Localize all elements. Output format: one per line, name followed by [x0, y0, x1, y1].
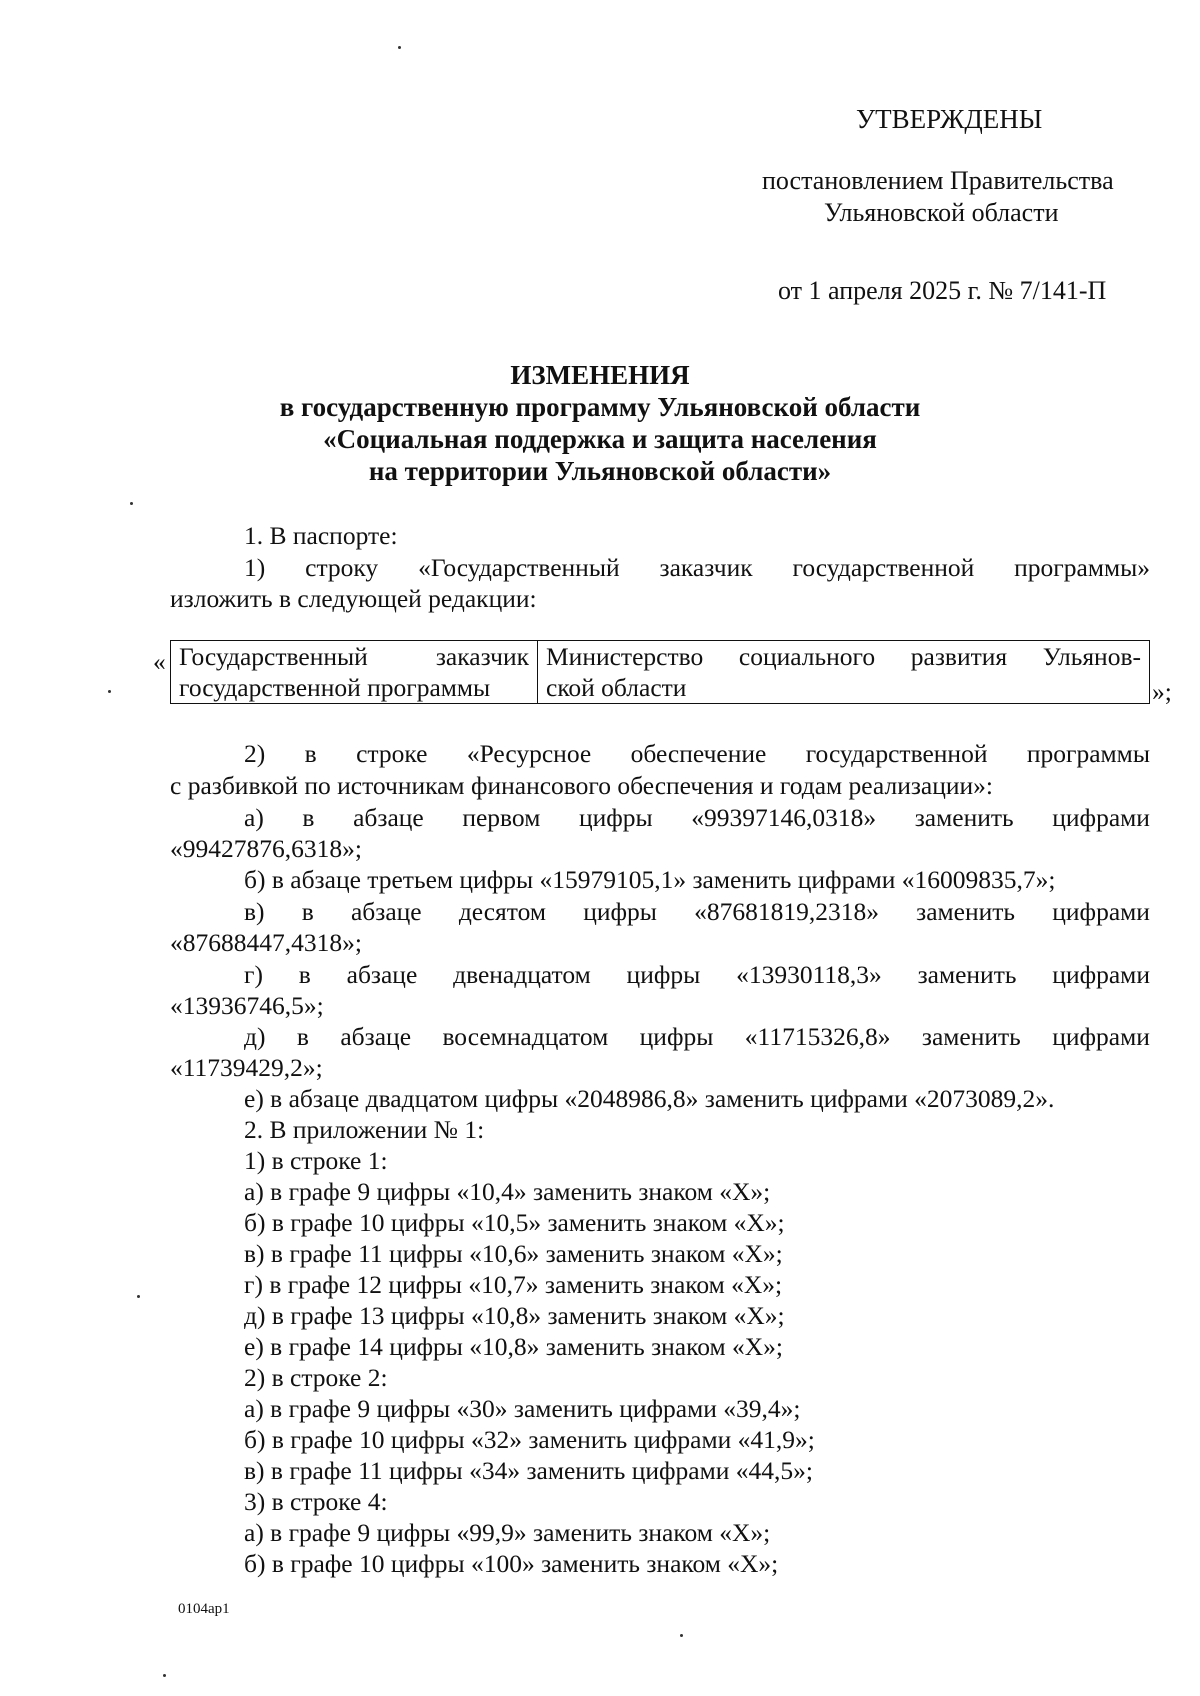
scan-speck	[398, 46, 401, 49]
word: абзаце	[353, 803, 424, 832]
word: цифрами	[1052, 897, 1150, 926]
word: «Государственный	[418, 553, 620, 582]
word: восемнадцатом	[442, 1022, 609, 1051]
word: а)	[244, 803, 264, 832]
section1-item2	[244, 738, 1150, 769]
sub-e: е) в абзаце двадцатом цифры «2048986,8» заменить цифрами «2073089,2».	[244, 1084, 1055, 1113]
table-close-quote: »;	[1152, 677, 1172, 706]
sub-g-cont: «13936746,5»;	[170, 991, 324, 1020]
passport-cell-label	[171, 641, 538, 704]
word: Министерство	[546, 642, 704, 671]
word: заказчик	[435, 642, 529, 671]
word: первом	[462, 803, 541, 832]
row2-heading: 2) в строке 2:	[244, 1363, 388, 1392]
word: государственной	[792, 553, 975, 582]
word: цифрами	[1052, 803, 1150, 832]
doc-subtitle-line1: в государственную программу Ульяновской области	[279, 392, 921, 422]
sub-d	[244, 1021, 1150, 1052]
row4-heading: 3) в строке 4:	[244, 1487, 388, 1516]
section1-item2-cont: с разбивкой по источникам финансового обеспечения и годам реализации»:	[170, 771, 994, 800]
word: заменить	[921, 1022, 1021, 1051]
row1-item: а) в графе 9 цифры «10,4» заменить знаком «Х»;	[244, 1177, 771, 1206]
row4-item: б) в графе 10 цифры «100» заменить знаком «Х»;	[244, 1549, 779, 1578]
sub-a	[244, 802, 1150, 833]
doc-subtitle-line3: на территории Ульяновской области»	[368, 456, 832, 486]
section1-item1	[244, 552, 1150, 583]
word: «13930118,3»	[736, 960, 882, 989]
row1-item: д) в графе 13 цифры «10,8» заменить знаком «Х»;	[244, 1301, 785, 1330]
word: заказчик	[659, 553, 753, 582]
word: программы»	[1014, 553, 1150, 582]
scan-speck	[680, 1634, 683, 1637]
word: «99397146,0318»	[691, 803, 877, 832]
word: двенадцатом	[453, 960, 591, 989]
word: в	[296, 1022, 309, 1051]
sub-g	[244, 959, 1150, 990]
scan-speck	[130, 502, 133, 505]
word: «Ресурсное	[466, 739, 592, 768]
passport-cell-value	[538, 641, 1150, 704]
doc-subtitle-line2: «Социальная поддержка и защита населения	[323, 424, 877, 454]
word: цифры	[578, 803, 653, 832]
word: заменить	[917, 960, 1017, 989]
word: цифрами	[1052, 960, 1150, 989]
word: государственной	[805, 739, 988, 768]
word: в)	[244, 897, 265, 926]
word: абзаце	[340, 1022, 412, 1051]
row4-item: а) в графе 9 цифры «99,9» заменить знаком «Х»;	[244, 1518, 771, 1547]
word: социального	[738, 642, 876, 671]
value-line2: ской области	[546, 673, 687, 702]
word: 1)	[244, 553, 266, 582]
word: «11715326,8»	[744, 1022, 891, 1051]
scan-speck	[108, 690, 111, 693]
row2-item: в) в графе 11 цифры «34» заменить цифрами «44,5»;	[244, 1456, 813, 1485]
doc-title: ИЗМЕНЕНИЯ	[510, 360, 690, 390]
word: строке	[356, 739, 428, 768]
word: в	[304, 739, 317, 768]
word: «87681819,2318»	[694, 897, 879, 926]
section2-heading: 2. В приложении № 1:	[244, 1115, 485, 1144]
word: абзаце	[350, 897, 422, 926]
word: программы	[1026, 739, 1150, 768]
word: Ульянов-	[1042, 642, 1141, 671]
row2-item: а) в графе 9 цифры «30» заменить цифрами «39,4»;	[244, 1394, 801, 1423]
word: десятом	[458, 897, 546, 926]
row1-item: б) в графе 10 цифры «10,5» заменить знаком «Х»;	[244, 1208, 785, 1237]
passport-table	[170, 640, 1150, 704]
section1-item1-cont: изложить в следующей редакции:	[170, 584, 537, 613]
word: строку	[305, 553, 379, 582]
section1-heading: 1. В паспорте:	[244, 521, 398, 550]
label-line1	[179, 641, 529, 672]
word: абзаце	[346, 960, 418, 989]
row1-item: е) в графе 14 цифры «10,8» заменить знаком «Х»;	[244, 1332, 783, 1361]
word: Государственный	[179, 642, 368, 671]
table-open-quote: «	[153, 647, 166, 676]
word: д)	[244, 1022, 266, 1051]
word: в	[301, 897, 314, 926]
word: заменить	[916, 897, 1016, 926]
scan-speck	[137, 1295, 140, 1298]
sub-a-cont: «99427876,6318»;	[170, 834, 362, 863]
footer-code: 0104ap1	[178, 1601, 230, 1617]
value-line1	[546, 641, 1141, 672]
sub-v-cont: «87688447,4318»;	[170, 928, 362, 957]
approval-date-number: от 1 апреля 2025 г. № 7/141-П	[778, 276, 1107, 305]
word: цифры	[639, 1022, 714, 1051]
word: цифры	[626, 960, 701, 989]
word: цифрами	[1052, 1022, 1150, 1051]
word: цифры	[583, 897, 657, 926]
approval-line2: Ульяновской области	[824, 198, 1059, 227]
sub-d-cont: «11739429,2»;	[170, 1053, 323, 1082]
word: заменить	[914, 803, 1014, 832]
word: 2)	[244, 739, 266, 768]
row1-item: г) в графе 12 цифры «10,7» заменить знаком «Х»;	[244, 1270, 783, 1299]
word: обеспечение	[630, 739, 767, 768]
word: в	[302, 803, 315, 832]
word: в	[298, 960, 311, 989]
row2-item: б) в графе 10 цифры «32» заменить цифрами «41,9»;	[244, 1425, 815, 1454]
sub-b: б) в абзаце третьем цифры «15979105,1» заменить цифрами «16009835,7»;	[244, 865, 1056, 894]
label-line2: государственной программы	[179, 673, 491, 702]
approval-heading: УТВЕРЖДЕНЫ	[856, 104, 1043, 134]
row1-item: в) в графе 11 цифры «10,6» заменить знаком «Х»;	[244, 1239, 783, 1268]
row1-heading: 1) в строке 1:	[244, 1146, 388, 1175]
word: развития	[910, 642, 1008, 671]
scan-speck	[163, 1674, 166, 1677]
approval-line1: постановлением Правительства	[762, 166, 1114, 195]
word: г)	[244, 960, 263, 989]
sub-v	[244, 896, 1150, 927]
